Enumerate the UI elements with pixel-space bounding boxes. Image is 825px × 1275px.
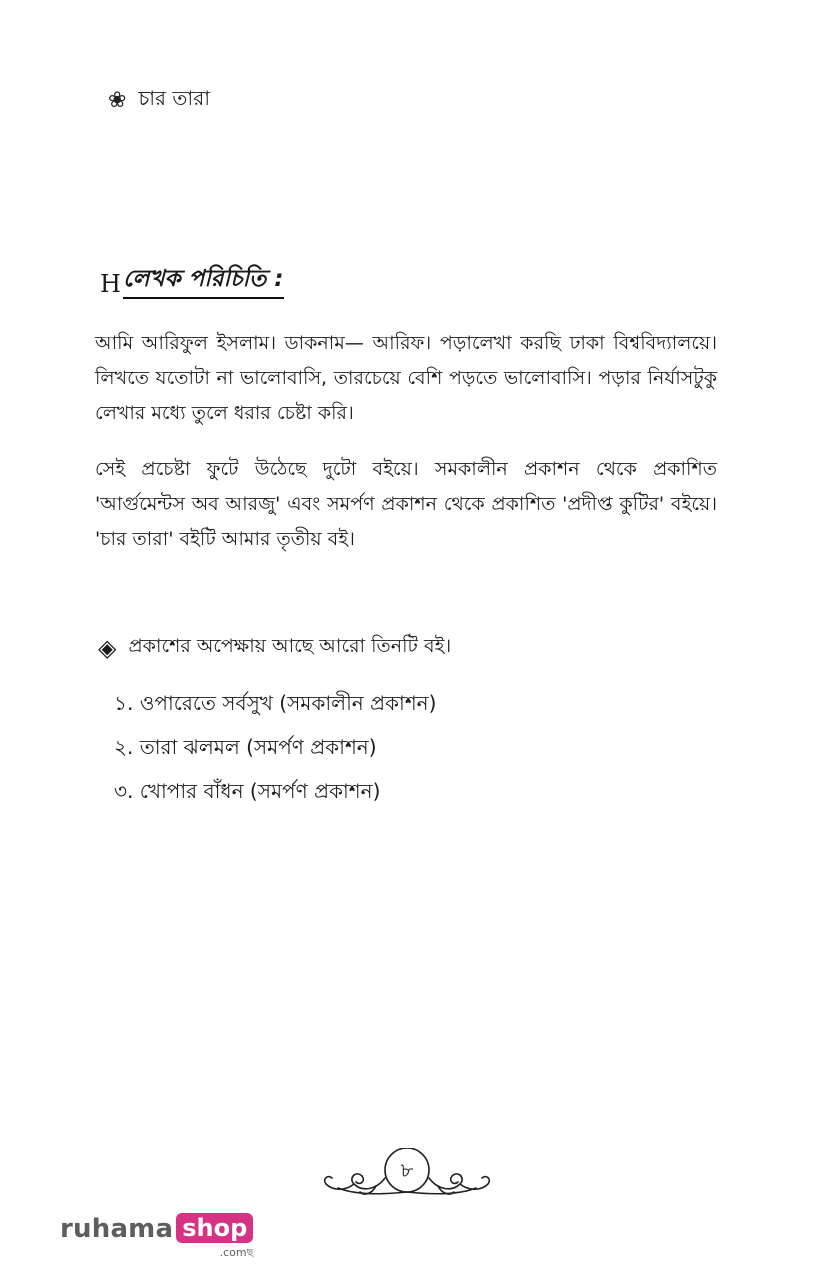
- brand-logo: [60, 1213, 254, 1259]
- heading-marker: H: [100, 269, 121, 298]
- author-paragraph-2: সেই প্রচেষ্টা ফুটে উঠেছে দুটো বইয়ে। সমকালীন প্রকাশন থেকে প্রকাশিত 'আর্গুমেন্টস অব আরজু' এবং সমর্পণ প্রকাশন থেকে প্রকাশিত 'প্রদীপ্ত কুটির' বইয়ে। 'চার তারা' বইটি আমার তৃতীয় বই।: [95, 458, 717, 550]
- brand-shop-badge: shop: [176, 1213, 253, 1243]
- book-title: চার তারা: [138, 86, 210, 110]
- flower-icon: ❀: [108, 87, 127, 113]
- brand-shop-box: [176, 1213, 254, 1259]
- upcoming-books-heading: [98, 632, 451, 664]
- author-paragraph-1: আমি আরিফুল ইসলাম। ডাকনাম— আরিফ। পড়ালেখা করছি ঢাকা বিশ্ববিদ্যালয়ে। লিখতে যতোটা না ভালোবাসি, তারচেয়ে বেশি পড়তে ভালোবাসি। পড়ার নির্যাসটুকু লেখার মধ্যে তুলে ধরার চেষ্টা করি।: [95, 332, 717, 424]
- section-heading: [100, 266, 284, 299]
- brand-domain: .comছ: [219, 1246, 254, 1259]
- page-number-ornament: [318, 1148, 496, 1202]
- brand-name: ruhama: [60, 1214, 174, 1244]
- page-number: ৮: [400, 1158, 414, 1182]
- running-header: [108, 84, 210, 117]
- list-item: ৩. খোপার বাঁধন (সমর্পণ প্রকাশন): [114, 779, 381, 803]
- list-item: ২. তারা ঝলমল (সমর্পণ প্রকাশন): [114, 735, 377, 759]
- diamond-bullet-icon: ◈: [98, 634, 117, 662]
- list-item: ১. ওপারেতে সর্বসুখ (সমকালীন প্রকাশন): [114, 691, 437, 715]
- upcoming-books-list: [114, 688, 436, 820]
- upcoming-text: প্রকাশের অপেক্ষায় আছে আরো তিনটি বই।: [128, 635, 452, 657]
- author-intro-title: লেখক পরিচিতি :: [123, 266, 284, 299]
